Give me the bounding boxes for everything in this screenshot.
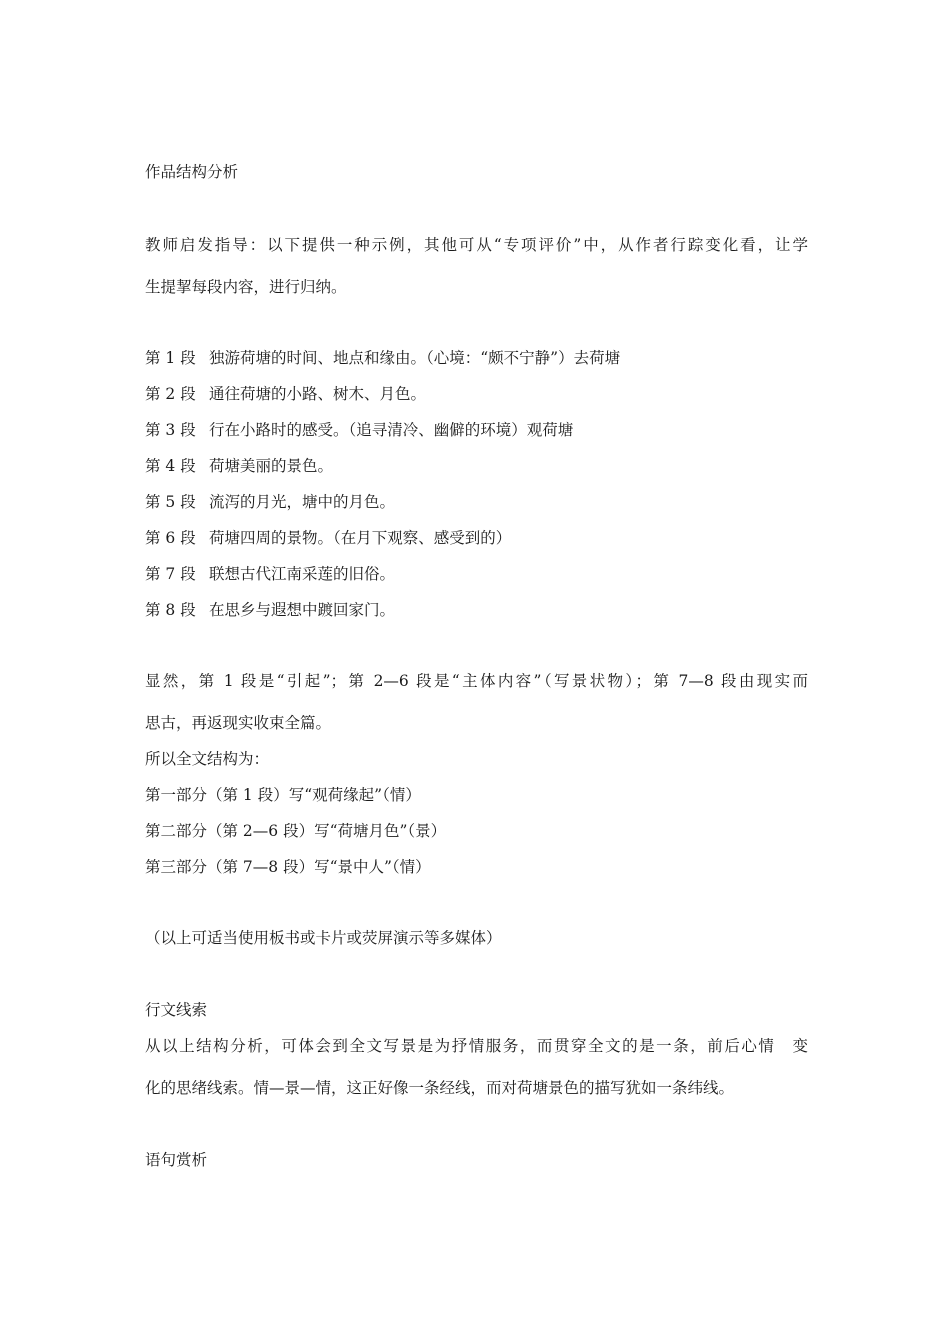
list-item [145,492,395,512]
list-item [145,600,395,620]
segment-number: 第 8 段 [145,601,196,619]
summary-line-1: 显然，第 1 段是“引起”；第 2—6 段是“主体内容”（写景状物）；第 7—8 段由现实而 [145,672,808,690]
clue-line-2: 化的思绪线索。情—景—情，这正好像一条经线，而对荷塘景色的描写犹如一条纬线。 [145,1079,735,1097]
segment-text: 独游荷塘的时间、地点和缘由。（心境：“颇不宁静”）去荷塘 [209,349,621,367]
heading-sentence-appreciation: 语句赏析 [145,1151,208,1169]
list-item [145,528,511,548]
structure-part-2: 第二部分（第 2—6 段）写“荷塘月色”（景） [145,822,447,840]
list-item [145,456,333,476]
segment-text: 流泻的月光，塘中的月色。 [209,493,396,511]
list-item [145,420,573,440]
segment-text: 荷塘四周的景物。（在月下观察、感受到的） [209,529,512,547]
segment-text: 在思乡与遐想中踱回家门。 [209,601,396,619]
segment-number: 第 1 段 [145,349,196,367]
structure-part-3: 第三部分（第 7—8 段）写“景中人”（情） [145,858,431,876]
list-item [145,348,620,368]
guide-line-1: 教师启发指导：以下提供一种示例，其他可从“专项评价”中，从作者行踪变化看，让学 [145,236,808,254]
list-item [145,384,426,404]
list-item [145,564,395,584]
summary-line-2: 思古，再返现实收束全篇。 [145,714,332,732]
segment-number: 第 5 段 [145,493,196,511]
structure-part-1: 第一部分（第 1 段）写“观荷缘起”（情） [145,786,421,804]
segment-number: 第 2 段 [145,385,196,403]
segment-text: 通往荷塘的小路、树木、月色。 [209,385,427,403]
media-note: （以上可适当使用板书或卡片或荧屏演示等多媒体） [145,929,502,947]
segment-number: 第 6 段 [145,529,196,547]
structure-intro: 所以全文结构为： [145,750,270,768]
guide-line-2: 生提挈每段内容，进行归纳。 [145,278,347,296]
segment-text: 联想古代江南采莲的旧俗。 [209,565,396,583]
segment-number: 第 7 段 [145,565,196,583]
segment-text: 荷塘美丽的景色。 [209,457,334,475]
clue-line-1: 从以上结构分析，可体会到全文写景是为抒情服务，而贯穿全文的是一条，前后心情 变 [145,1037,808,1055]
segment-number: 第 3 段 [145,421,196,439]
segment-text: 行在小路时的感受。（追寻清冷、幽僻的环境）观荷塘 [209,421,574,439]
heading-structure-analysis: 作品结构分析 [145,163,239,181]
segment-number: 第 4 段 [145,457,196,475]
heading-clue: 行文线索 [145,1001,208,1019]
